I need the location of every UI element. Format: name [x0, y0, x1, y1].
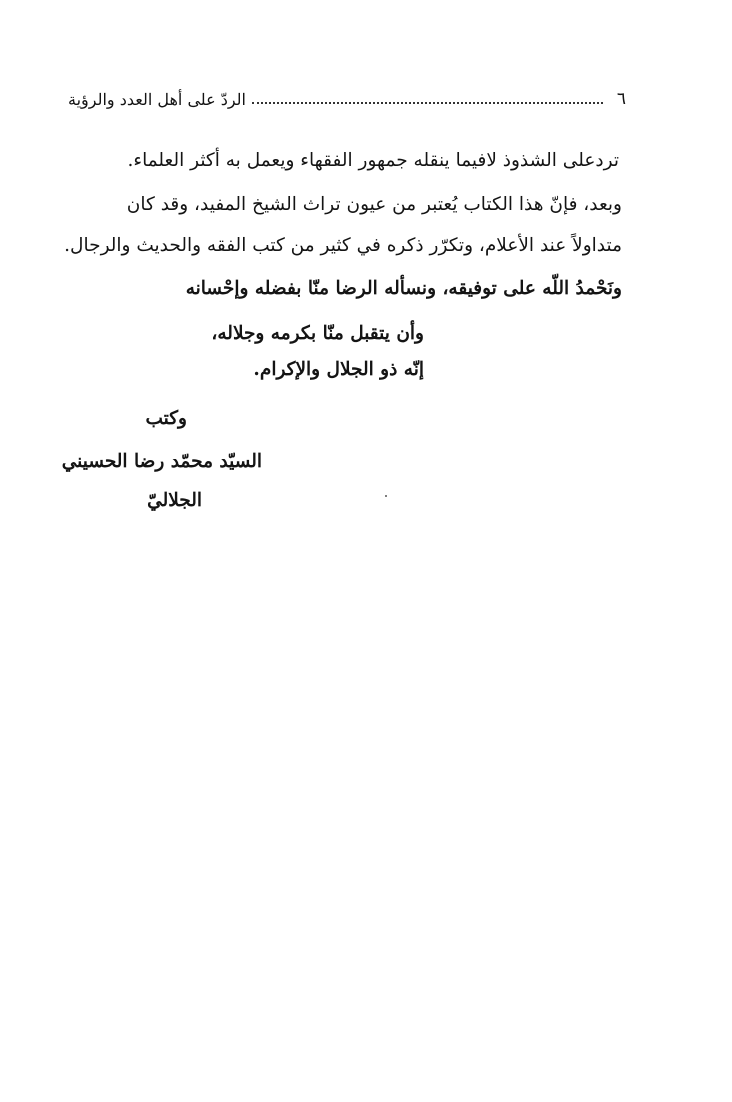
body-line-2: وبعد، فإنّ هذا الكتاب يُعتبر من عيون تراث الشيخ المفيد، وقد كان — [126, 194, 622, 215]
prayer-line-3: إنّه ذو الجلال والإكرام. — [253, 359, 424, 380]
prayer-line-1: ونَحْمدُ اللّه على توفيقه، ونسأله الرضا منّا بفضله وإحْسانه — [185, 278, 622, 299]
scan-speck — [385, 495, 387, 497]
running-title: الردّ على أهل العدد والرؤية — [68, 89, 246, 109]
body-line-1: تردعلى الشذوذ لافيما ينقله جمهور الفقهاء ويعمل به أكثر العلماء. — [127, 150, 619, 171]
header-leader-dots — [252, 102, 603, 104]
signature-name: السيّد محمّد رضا الحسيني — [61, 451, 262, 472]
running-header — [68, 86, 626, 112]
signature-label: وكتب — [145, 408, 187, 429]
body-line-3: متداولاً عند الأعلام، وتكرّر ذكره في كثير من كتب الفقه والحديث والرجال. — [64, 235, 622, 256]
prayer-line-2: وأن يتقبل منّا بكرمه وجلاله، — [211, 323, 424, 344]
signature-nisba: الجلاليّ — [147, 490, 202, 511]
page-number: ٦ — [616, 89, 626, 109]
